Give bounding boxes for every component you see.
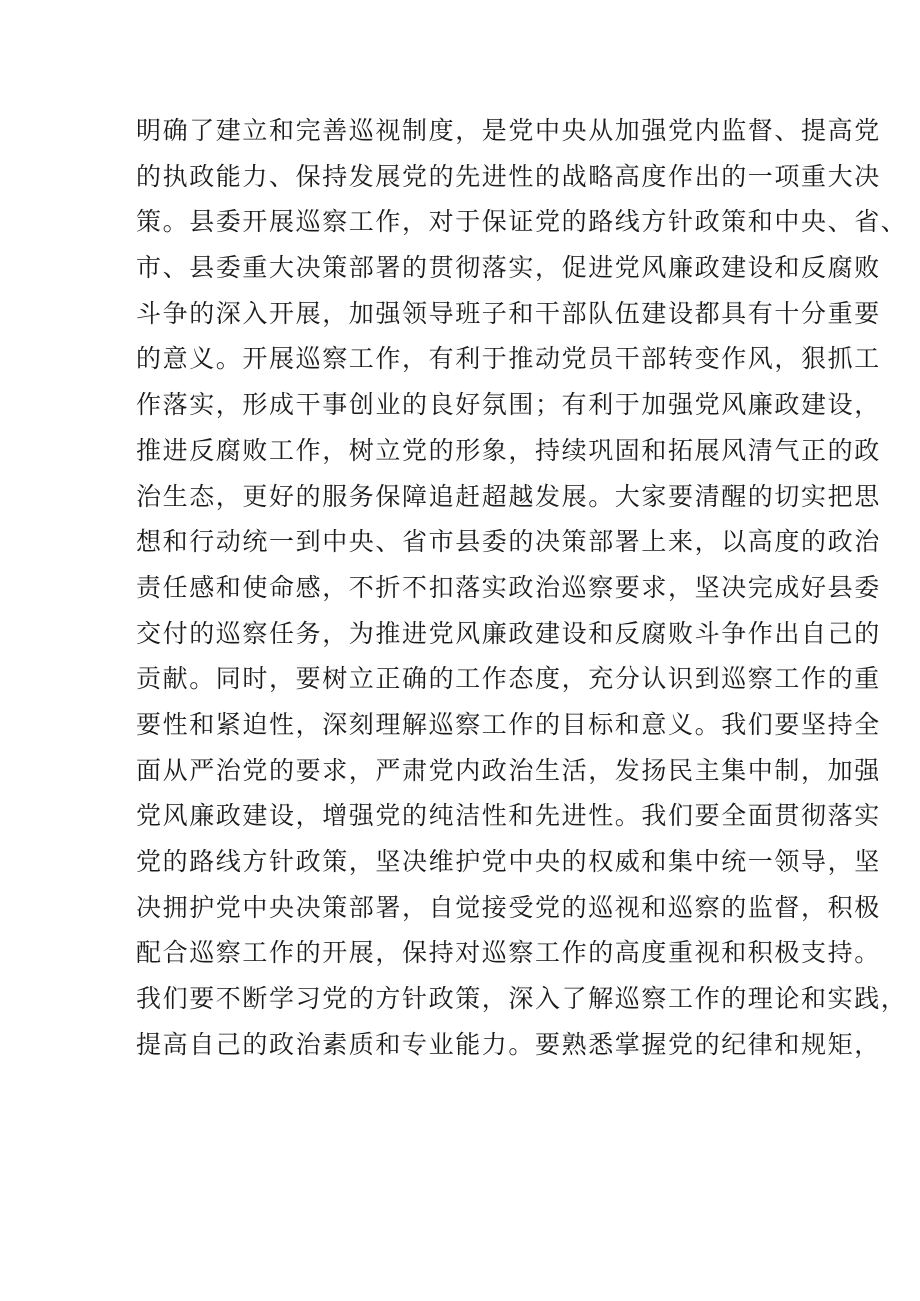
text-line: 提高自己的政治素质和专业能力。要熟悉掌握党的纪律和规矩， — [136, 1029, 881, 1059]
text-line: 作落实，形成干事创业的良好氛围；有利于加强党风廉政建设， — [136, 390, 881, 420]
text-line: 市、县委重大决策部署的贯彻落实，促进党风廉政建设和反腐败 — [136, 253, 881, 283]
text-line: 责任感和使命感，不折不扣落实政治巡察要求，坚决完成好县委 — [136, 572, 881, 602]
text-line: 的执政能力、保持发展党的先进性的战略高度作出的一项重大决 — [136, 161, 881, 191]
text-line: 党的路线方针政策，坚决维护党中央的权威和集中统一领导，坚 — [136, 847, 881, 876]
text-line: 决拥护党中央决策部署，自觉接受党的巡视和巡察的监督，积极 — [136, 892, 881, 922]
body-text — [136, 108, 908, 1067]
text-line: 要性和紧迫性，深刻理解巡察工作的目标和意义。我们要坚持全 — [136, 709, 881, 739]
text-line: 配合巡察工作的开展，保持对巡察工作的高度重视和积极支持。 — [136, 938, 881, 968]
text-line: 策。县委开展巡察工作，对于保证党的路线方针政策和中央、省、 — [136, 207, 908, 237]
text-line: 想和行动统一到中央、省市县委的决策部署上来，以高度的政治 — [136, 527, 881, 557]
text-line: 面从严治党的要求，严肃党内政治生活，发扬民主集中制，加强 — [136, 755, 881, 785]
text-line: 贡献。同时，要树立正确的工作态度，充分认识到巡察工作的重 — [136, 664, 881, 694]
text-line: 交付的巡察任务，为推进党风廉政建设和反腐败斗争作出自己的 — [136, 618, 881, 648]
text-line: 治生态，更好的服务保障追赶超越发展。大家要清醒的切实把思 — [136, 481, 881, 511]
text-line: 党风廉政建设，增强党的纯洁性和先进性。我们要全面贯彻落实 — [136, 801, 881, 831]
text-line: 的意义。开展巡察工作，有利于推动党员干部转变作风，狠抓工 — [136, 344, 881, 374]
text-line: 明确了建立和完善巡视制度，是党中央从加强党内监督、提高党 — [136, 116, 881, 145]
text-line: 斗争的深入开展，加强领导班子和干部队伍建设都具有十分重要 — [136, 298, 881, 328]
text-line: 我们要不断学习党的方针政策，深入了解巡察工作的理论和实践， — [136, 984, 908, 1014]
text-line: 推进反腐败工作，树立党的形象，持续巩固和拓展风清气正的政 — [136, 435, 881, 465]
